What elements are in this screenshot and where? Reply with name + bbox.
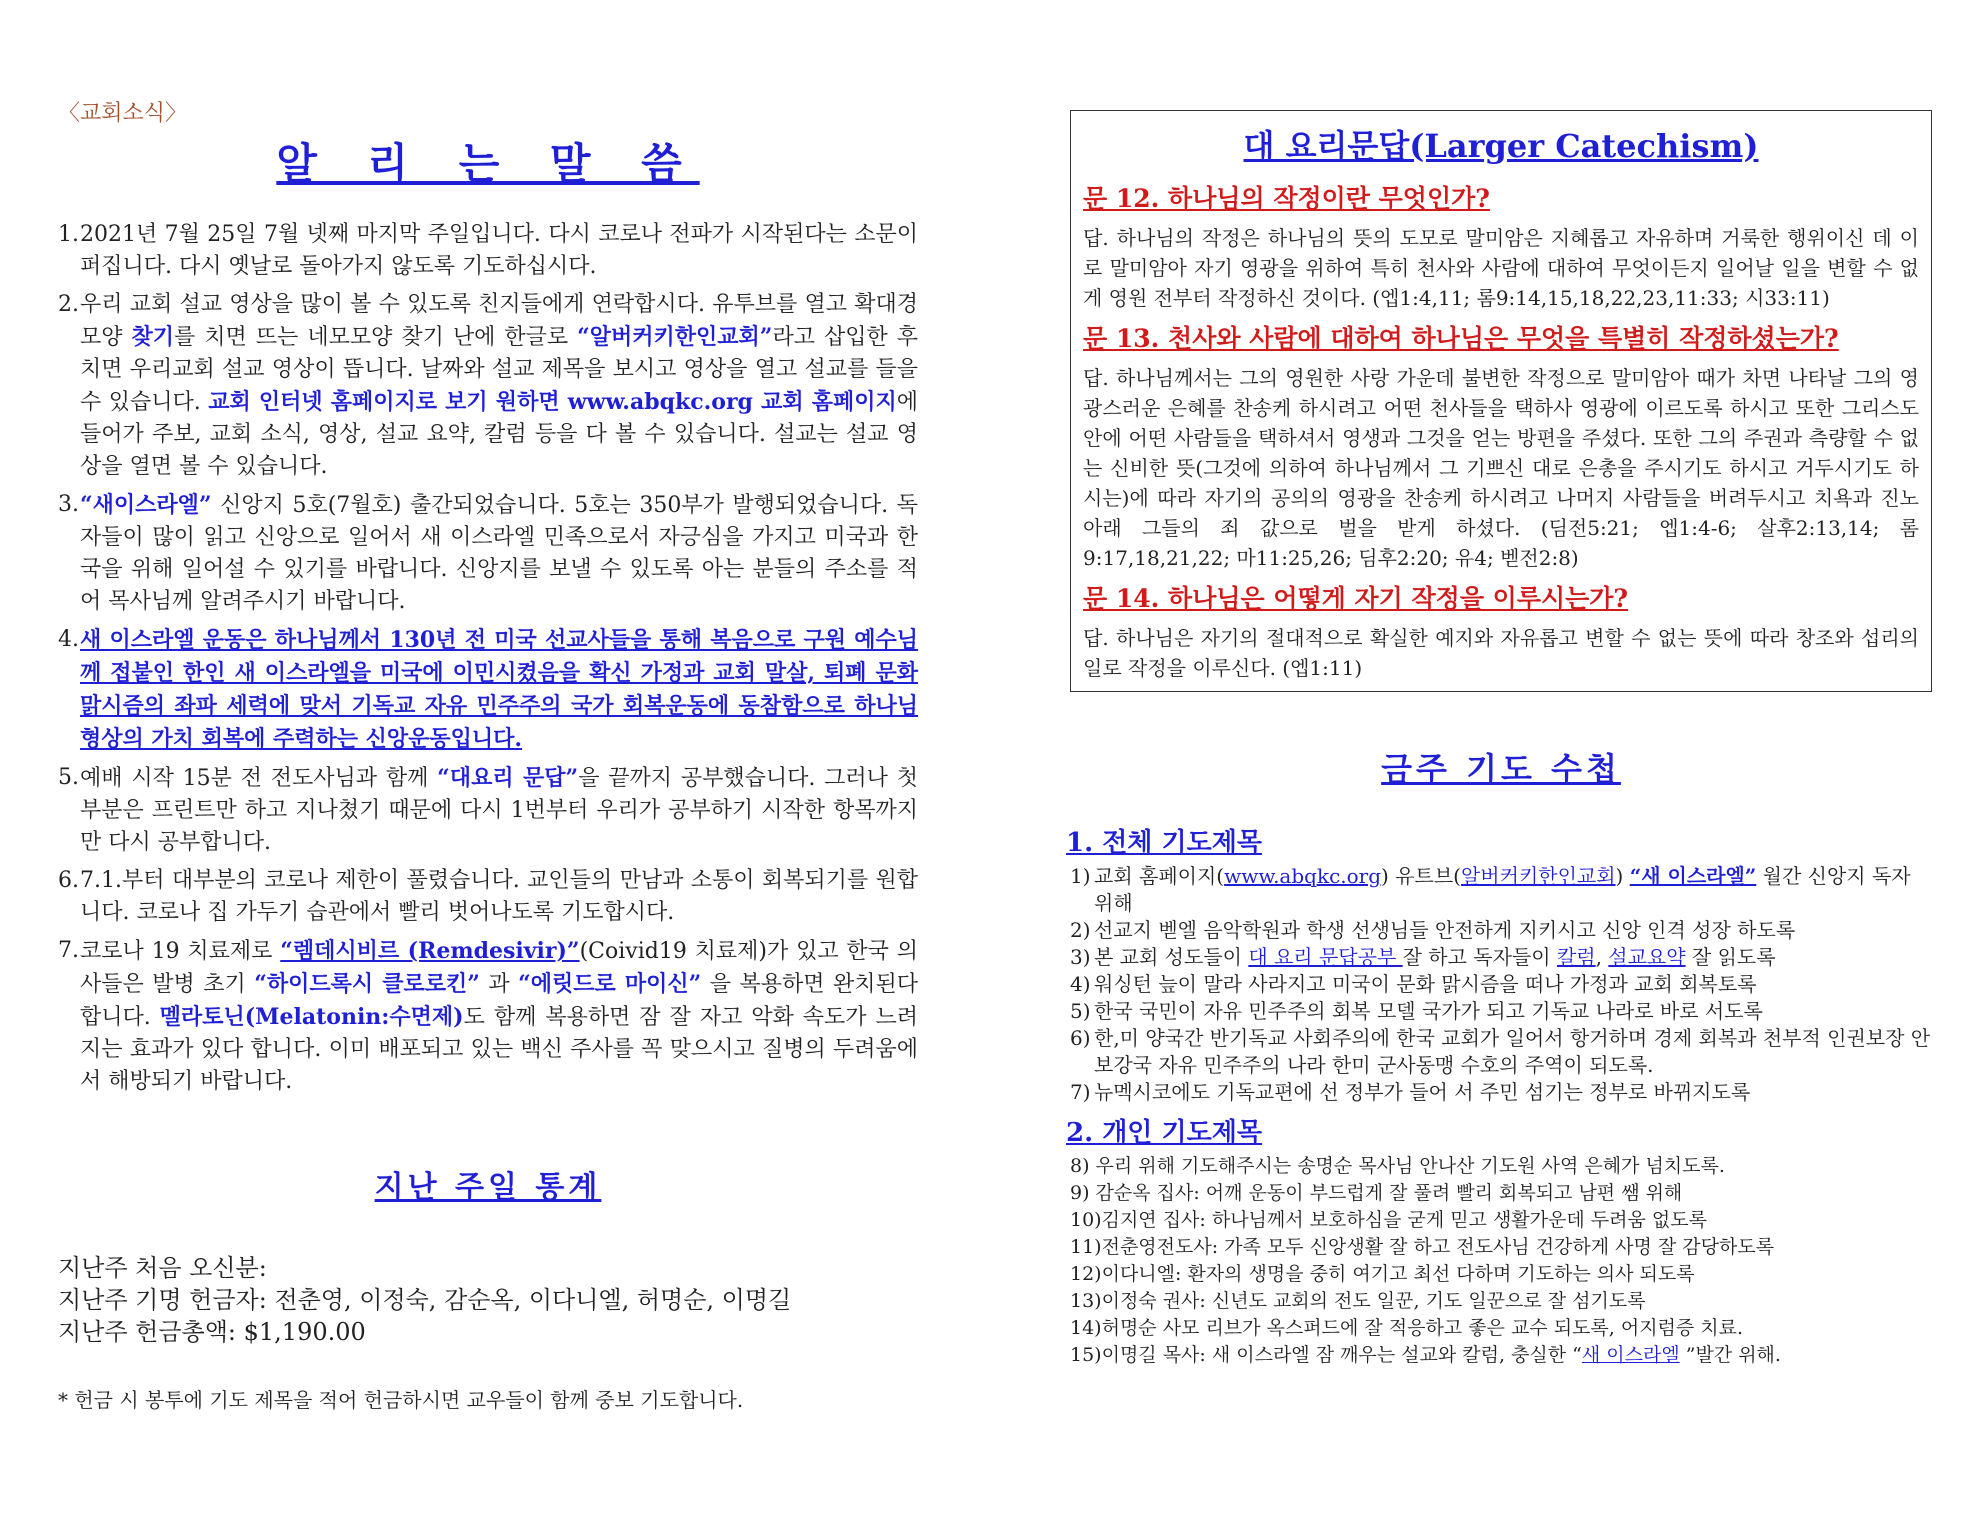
prayer-number: 1) [1070, 864, 1091, 888]
text-segment: 교회 인터넷 홈페이지로 보기 원하면 www.abqkc.org 교회 홈페이지 [208, 389, 897, 415]
text-segment: 교회 홈페이지( [1094, 864, 1225, 888]
text-segment: “에릿드로 마이신” [518, 971, 702, 997]
text-segment: 를 치면 뜨는 네모모양 찾기 난에 한글로 [174, 325, 578, 350]
prayer-number: 4) [1070, 972, 1091, 996]
first-visitors: 지난주 처음 오신분: [58, 1254, 267, 1282]
text-segment: 한,미 양국간 반기독교 사회주의에 한국 교회가 일어서 항거하며 경제 회복과 천부적 인권보장 안보강국 자유 민주주의 나라 한미 군사동맹 수호의 주역이 되도록. [1094, 1026, 1931, 1077]
prayer-item [1070, 998, 1932, 1025]
stats-block [58, 1252, 918, 1348]
prayer-item [1070, 917, 1932, 944]
church-news-column [58, 96, 918, 1413]
notice-number: 5. [58, 765, 79, 790]
text-segment: ”발간 위해. [1679, 1344, 1781, 1366]
prayer-item [1070, 1234, 1932, 1261]
text-segment: 한국 국민이 자유 민주주의 회복 모델 국가가 되고 기독교 나라로 바로 서도록 [1094, 999, 1763, 1023]
notice-item [58, 219, 918, 283]
text-segment: 선교지 벧엘 음악학원과 학생 선생님들 안전하게 지키시고 신앙 인격 성장 하도록 [1094, 918, 1796, 942]
text-segment: (Coivid19 치료제)가 있고 한국 의사들은 발병 초기 [80, 939, 918, 997]
notice-text [80, 292, 918, 479]
prayer-number: 2) [1070, 918, 1091, 942]
prayer-item [1070, 971, 1932, 998]
prayer-number: 7) [1070, 1080, 1091, 1104]
text-segment: 설교요약 [1608, 945, 1686, 969]
text-segment: 을 끝까지 공부했습니다. 그러나 첫 부분은 프린트만 하고 지나쳤기 때문에 다시 1번부터 우리가 공부하기 시작한 항목까지만 다시 공부합니다. [80, 766, 918, 855]
catechism-question: 문 13. 천사와 사람에 대하여 하나님은 무엇을 특별히 작정하셨는가? [1083, 324, 1839, 353]
notice-number: 1. [58, 222, 79, 247]
stats-title: 지난 주일 통계 [374, 1170, 602, 1205]
prayer-text [1094, 864, 1911, 915]
text-segment: 라고 삽입한 후 치면 우리교회 설교 영상이 뜹니다. 날짜와 설교 제목을 보시고 영상을 열고 설교를 들을 수 있습니다. [80, 325, 918, 415]
prayer-text [1094, 945, 1776, 969]
text-segment: 대 요리 문답공부 [1248, 945, 1403, 969]
text-segment: 7.1.부터 대부분의 코로나 제한이 풀렸습니다. 교인들의 만남과 소통이 회복되기를 원합니다. 코로나 집 가두기 습관에서 빨리 벗어나도록 기도합시다. [80, 868, 918, 925]
prayer-item [1070, 1315, 1932, 1342]
text-segment: 에 들어가 주보, 교회 소식, 영상, 설교 요약, 칼럼 등을 다 볼 수 있습니다. 설교는 설교 영상을 열면 볼 수 있습니다. [80, 390, 918, 479]
text-segment: “하이드록시 클로로킨” [254, 971, 480, 997]
notice-number: 6. [58, 868, 79, 893]
catechism-question: 문 14. 하나님은 어떻게 자기 작정을 이루시는가? [1083, 584, 1629, 613]
catechism-answer: 답. 하나님은 자기의 절대적으로 확실한 예지와 자유롭고 변할 수 없는 뜻에 따라 창조와 섭리의 일로 작정을 이루신다. (엡1:11) [1083, 626, 1919, 680]
text-segment: 예배 시작 15분 전 전도사님과 함께 [80, 766, 438, 791]
text-segment: ) [1615, 864, 1630, 888]
text-segment: 14)허명순 사모 리브가 옥스퍼드에 잘 적응하고 좋은 교수 되도록, 어지럼증 치료. [1070, 1317, 1744, 1339]
prayer-item [1070, 1261, 1932, 1288]
text-segment: 신앙지 5호(7월호) 출간되었습니다. 5호는 350부가 발행되었습니다. 독자들이 많이 읽고 신앙으로 일어서 새 이스라엘 민족으로서 자긍심을 가지고 미국과 한국을 위해 일어설 수 있기를 바랍니다. 신앙지를 보낼 수 있도록 아는 분들의 주소를 적어 목사님께 알려주시기 바랍니다. [80, 493, 918, 614]
notice-number: 7. [58, 938, 79, 963]
prayer-text [1094, 918, 1795, 942]
prayer-item [1070, 1153, 1932, 1180]
prayer-text [1094, 999, 1763, 1023]
offering-note: * 헌금 시 봉투에 기도 제목을 적어 헌금하시면 교우들이 함께 중보 기도합니다. [58, 1388, 744, 1412]
section-label: 〈교회소식〉 [58, 101, 188, 126]
text-segment: “새이스라엘” [80, 492, 212, 518]
text-segment: 8) 우리 위해 기도해주시는 송명순 목사님 안나산 기도원 사역 은혜가 넘치도록. [1070, 1155, 1725, 1177]
text-segment: ) 유트브( [1381, 864, 1461, 888]
prayer-number: 3) [1070, 945, 1091, 969]
prayer-number: 6) [1070, 1026, 1091, 1050]
prayer-text [1094, 1026, 1930, 1077]
group-prayer-title: 1. 전체 기도제목 [1066, 828, 1262, 858]
prayer-item [1070, 944, 1932, 971]
text-segment: 과 [479, 972, 519, 997]
text-segment: www.abqkc.org [1224, 864, 1382, 888]
text-segment: 13)이정숙 권사: 신년도 교회의 전도 일꾼, 기도 일꾼으로 잘 섬기도록 [1070, 1290, 1646, 1312]
text-segment: 멜라토닌(Melatonin:수면제) [159, 1004, 464, 1030]
notice-item [58, 935, 918, 1098]
prayer-item [1070, 1288, 1932, 1315]
notice-text [80, 939, 918, 1094]
text-segment: “알버커키한인교회” [577, 324, 773, 350]
text-segment: 새 이스라엘 운동은 하나님께서 130년 전 미국 선교사들을 통해 복음으로 구원 예수님께 접붙인 한인 새 이스라엘을 미국에 이민시켰음을 확신 가정과 교회 말살, 퇴폐 문화 맑시즘의 좌파 세력에 맞서 기독교 자유 민주주의 국가 회복운동에 동참함으로 하나님 형상의 가치 회복에 주력하는 신앙운동입니다. [80, 627, 918, 752]
offering-total: 지난주 헌금총액: $1,190.00 [58, 1318, 366, 1346]
prayer-notebook-title: 금주 기도 수첩 [1381, 750, 1621, 788]
text-segment: 본 교회 성도들이 [1094, 945, 1249, 969]
prayer-number: 5) [1070, 999, 1091, 1023]
notice-number: 4. [58, 627, 79, 652]
prayer-item [1070, 1207, 1932, 1234]
prayer-text [1094, 1080, 1750, 1104]
text-segment: 새 이스라엘 [1581, 1344, 1680, 1366]
text-segment: 칼럼 [1556, 945, 1596, 969]
notice-number: 3. [58, 492, 79, 517]
text-segment: 12)이다니엘: 환자의 생명을 중히 여기고 최선 다하며 기도하는 의사 되도록 [1070, 1263, 1695, 1285]
notice-number: 2. [58, 292, 79, 317]
text-segment: 11)전춘영전도사: 가족 모두 신앙생활 잘 하고 전도사님 건강하게 사명 잘 감당하도록 [1070, 1236, 1775, 1258]
text-segment: 도 함께 복용하면 잠 잘 자고 악화 속도가 느려지는 효과가 있다 합니다. 이미 배포되고 있는 백신 주사를 꼭 맞으시고 질병의 두려움에서 해방되기 바랍니다. [80, 1005, 918, 1094]
text-segment: “대요리 문답” [437, 765, 579, 791]
right-column [1066, 110, 1932, 1369]
catechism-title: 대 요리문답(Larger Catechism) [1243, 127, 1759, 165]
announcements-title: 알 리 는 말 씀 [276, 139, 700, 188]
notice-text [80, 868, 918, 925]
catechism-box [1070, 110, 1932, 692]
notice-text [80, 493, 918, 614]
notice-item [58, 624, 918, 756]
notice-text [80, 628, 918, 752]
text-segment: 10)김지연 집사: 하나님께서 보호하심을 굳게 믿고 생활가운데 두려움 없도록 [1070, 1209, 1707, 1231]
text-segment: 2021년 7월 25일 7월 넷째 마지막 주일입니다. 다시 코로나 전파가 시작된다는 소문이 퍼집니다. 다시 옛날로 돌아가지 않도록 기도하십시다. [80, 222, 918, 279]
text-segment: 뉴멕시코에도 기독교편에 선 정부가 들어 서 주민 섬기는 정부로 바뀌지도록 [1094, 1080, 1751, 1104]
text-segment: , [1595, 945, 1609, 969]
notice-text [80, 222, 918, 279]
prayer-item [1070, 1180, 1932, 1207]
notice-item [58, 865, 918, 929]
prayer-item [1070, 863, 1932, 917]
text-segment: 알버커키한인교회 [1460, 864, 1616, 888]
text-segment: 잘 하고 독자들이 [1402, 945, 1557, 969]
prayer-item [1070, 1079, 1932, 1106]
named-donors: 지난주 기명 헌금자: 전춘영, 이정숙, 감순옥, 이다니엘, 허명순, 이명길 [58, 1286, 792, 1314]
prayer-item [1070, 1342, 1932, 1369]
text-segment: 을 복용하면 완치된다 합니다. [80, 972, 919, 1030]
text-segment: 15)이명길 목사: 새 이스라엘 잠 깨우는 설교와 칼럼, 충실한 “ [1070, 1344, 1582, 1366]
text-segment: 월간 신앙지 독자 위해 [1094, 864, 1911, 915]
text-segment: 우리 교회 설교 영상을 많이 볼 수 있도록 친지들에게 연락합시다. 유투브를 열고 확대경 모양 [80, 292, 918, 350]
text-segment: “렘데시비르 (Remdesivir)” [280, 938, 580, 964]
text-segment: 잘 읽도록 [1685, 945, 1776, 969]
prayer-text [1094, 972, 1757, 996]
catechism-answer: 답. 하나님의 작정은 하나님의 뜻의 도모로 말미암은 지혜롭고 자유하며 거룩한 행위이신 데 이로 말미암아 자기 영광을 위하여 특히 천사와 사람에 대하여 무엇이든지 일어날 일을 변할 수 없게 영원 전부터 작정하신 것이다. (엡1:4,11; 롬9:14,15,18,22,23,11:33; 시33:11) [1083, 226, 1919, 310]
notices-list [58, 219, 918, 1098]
text-segment: 9) 감순옥 집사: 어깨 운동이 부드럽게 잘 풀려 빨리 회복되고 남편 쌤 위해 [1070, 1182, 1683, 1204]
text-segment: 코로나 19 치료제로 [80, 939, 281, 964]
prayer-item [1070, 1025, 1932, 1079]
notice-item [58, 489, 918, 618]
text-segment: 워싱턴 늪이 말라 사라지고 미국이 문화 맑시즘을 떠나 가정과 교회 회복토록 [1094, 972, 1757, 996]
group-prayer-list [1070, 863, 1932, 1106]
personal-prayer-title: 2. 개인 기도제목 [1066, 1118, 1262, 1148]
text-segment: 찾기 [131, 324, 175, 350]
notice-item [58, 762, 918, 859]
notice-text [80, 766, 918, 855]
notice-item [58, 289, 918, 483]
catechism-answer: 답. 하나님께서는 그의 영원한 사랑 가운데 불변한 작정으로 말미암아 때가 차면 나타날 그의 영광스러운 은혜를 찬송케 하시려고 어떤 천사들을 택하사 영광에 이르도록 하시고 또한 그리스도 안에 어떤 사람들을 택하셔서 영생과 그것을 얻는 방편을 주셨다. 또한 그의 주권과 측량할 수 없는 신비한 뜻(그것에 의하여 하나님께서 그 기쁘신 대로 은총을 주시기도 하시고 거두시기도 하시는)에 따라 자기의 공의의 영광을 찬송케 하시려고 나머지 사람들을 버려두시고 치욕과 진노 아래 그들의 죄 값으로 벌을 받게 하셨다. (딤전5:21; 엡1:4-6; 살후2:13,14; 롬9:17,18,21,22; 마11:25,26; 딤후2:20; 유4; 벧전2:8) [1083, 366, 1919, 570]
catechism-question: 문 12. 하나님의 작정이란 무엇인가? [1083, 184, 1490, 213]
text-segment: “새 이스라엘” [1629, 864, 1757, 888]
personal-prayer-list [1070, 1153, 1932, 1369]
